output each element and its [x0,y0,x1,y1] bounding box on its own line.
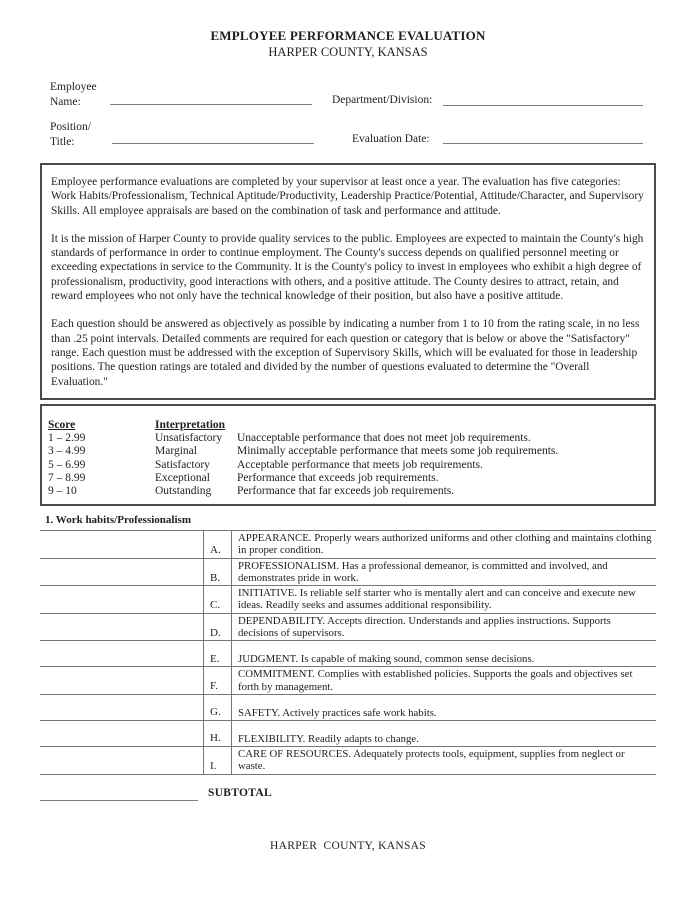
score-column-header: Score [48,419,76,431]
item-description: FLEXIBILITY. Readily adapts to change. [238,732,419,745]
scale-score-range: 1 – 2.99 [48,432,86,445]
item-description: JUDGMENT. Is capable of making sound, common sense decisions. [238,653,535,666]
rating-scale-row [48,445,650,458]
item-description: SAFETY. Actively practices safe work habits. [238,706,437,719]
item-score-blank[interactable] [40,586,203,613]
department-division-label: Department/Division: [332,94,433,106]
item-letter: I. [203,747,232,774]
item-score-blank[interactable] [40,667,203,694]
item-letter: G. [203,695,232,720]
evaluation-date-field[interactable] [443,129,643,144]
rating-scale-row [48,472,650,485]
item-description: CARE OF RESOURCES. Adequately protects tools, equipment, supplies from neglect or waste. [238,747,625,773]
item-description: COMMITMENT. Complies with established policies. Supports the goals and objectives set forth by management. [238,668,633,693]
position-title-label [50,120,91,150]
rating-scale-row [48,432,650,445]
rating-scale-row [48,485,650,498]
section1-heading: 1. Work habits/Professionalism [45,514,191,526]
evaluation-item-row [40,695,656,721]
employee-name-field[interactable] [110,90,312,105]
scale-score-range: 5 – 6.99 [48,458,86,471]
employee-name-label [50,80,97,110]
item-description: APPEARANCE. Properly wears authorized uniforms and other clothing and maintains clothing in proper condition. [238,532,652,557]
item-letter: A. [203,531,232,558]
item-score-blank[interactable] [40,721,203,746]
item-letter: E. [203,641,232,666]
scale-score-range: 3 – 4.99 [48,445,86,458]
scale-description: Performance that exceeds job requirements. [237,471,439,484]
employee-name-label-line2: Name: [50,96,81,108]
rating-scale-header-row [48,419,650,432]
evaluation-item-row [40,667,656,695]
scale-description: Unacceptable performance that does not meet job requirements. [237,432,531,445]
subtotal-field[interactable] [40,786,198,801]
intro-paragraph-1: Employee performance evaluations are completed by your supervisor at least once a year. The evaluation has five categories: Work Habits/Professionalism, Technical Aptitude/Productivity, Leadership Practice/Potential, Attitude/Character, and Supervisory Skills. All employee appraisals are based on the combination of task and performance and attitude. [51,176,644,217]
section1-items-table [40,530,656,775]
evaluation-date-label: Evaluation Date: [352,133,430,145]
item-score-blank[interactable] [40,614,203,641]
scale-score-range: 9 – 10 [48,485,77,498]
instructions-box [40,163,656,400]
scale-interpretation: Satisfactory [155,458,210,471]
employee-name-label-line1: Employee [50,81,97,93]
intro-paragraph-2: It is the mission of Harper County to provide quality services to the public. Employees are expected to maintain the County's high standards of performance in order to continue employment. The County's success depends on qualified personnel meeting or exceeding expectations in service to the Community. It is the County's policy to invest in employees who exhibit a high degree of professionalism, productivity, good interactions with others, and a positive attitude. The County desires to attract, retain, and reward employees who not only have the technical knowledge of their position, but also have a positive attitude. [51,232,644,303]
page-title: EMPLOYEE PERFORMANCE EVALUATION [210,28,486,43]
department-division-field[interactable] [443,91,643,106]
item-score-blank[interactable] [40,695,203,720]
scale-description: Acceptable performance that meets job requirements. [237,458,483,471]
item-description: PROFESSIONALISM. Has a professional demeanor, is committed and involved, and demonstrates pride in work. [238,559,608,584]
subtotal-label: SUBTOTAL [208,787,272,799]
evaluation-item-row [40,614,656,642]
item-description: INITIATIVE. Is reliable self starter who is mentally alert and can conceive and execute new ideas. Readily seeks and assumes additional responsibility. [238,587,636,612]
evaluation-item-row [40,586,656,614]
item-description: DEPENDABILITY. Accepts direction. Understands and applies instructions. Supports decisions of supervisors. [238,614,611,640]
item-letter: D. [203,614,232,641]
page-footer: HARPER COUNTY, KANSAS [270,840,426,852]
item-letter: H. [203,721,232,746]
item-score-blank[interactable] [40,747,203,774]
position-title-label-line1: Position/ [50,121,91,133]
rating-scale-row [48,459,650,472]
item-letter: B. [203,559,232,586]
evaluation-item-row [40,721,656,747]
rating-scale-box [40,404,656,506]
item-score-blank[interactable] [40,559,203,586]
scale-score-range: 7 – 8.99 [48,471,86,484]
item-letter: C. [203,586,232,613]
item-score-blank[interactable] [40,641,203,666]
scale-description: Minimally acceptable performance that meets some job requirements. [237,445,559,458]
item-score-blank[interactable] [40,531,203,558]
position-title-label-line2: Title: [50,136,75,148]
evaluation-item-row [40,641,656,667]
position-title-field[interactable] [112,129,314,144]
scale-interpretation: Outstanding [155,485,212,498]
evaluation-item-row [40,747,656,775]
scale-description: Performance that far exceeds job requirements. [237,485,455,498]
scale-interpretation: Unsatisfactory [155,432,223,445]
scale-interpretation: Exceptional [155,471,210,484]
scale-description-column-header [237,419,650,432]
scale-interpretation: Marginal [155,445,197,458]
rating-scale-rows [48,432,650,498]
item-letter: F. [203,667,232,694]
page-subtitle: HARPER COUNTY, KANSAS [268,45,428,59]
evaluation-item-row [40,559,656,587]
interpretation-column-header: Interpretation [155,419,226,431]
evaluation-item-row [40,531,656,559]
intro-paragraph-3: Each question should be answered as objectively as possible by indicating a number from 1 to 10 from the rating scale, in no less than .25 point intervals. Detailed comments are required for each question or category that is below or above the "Satisfactory" range. Each question must be addressed with the exception of Supervisory Skills, which will be evaluated for those in leadership positions. The question ratings are totaled and divided by the number of questions evaluated to determine the "Overall Evaluation." [51,318,640,388]
